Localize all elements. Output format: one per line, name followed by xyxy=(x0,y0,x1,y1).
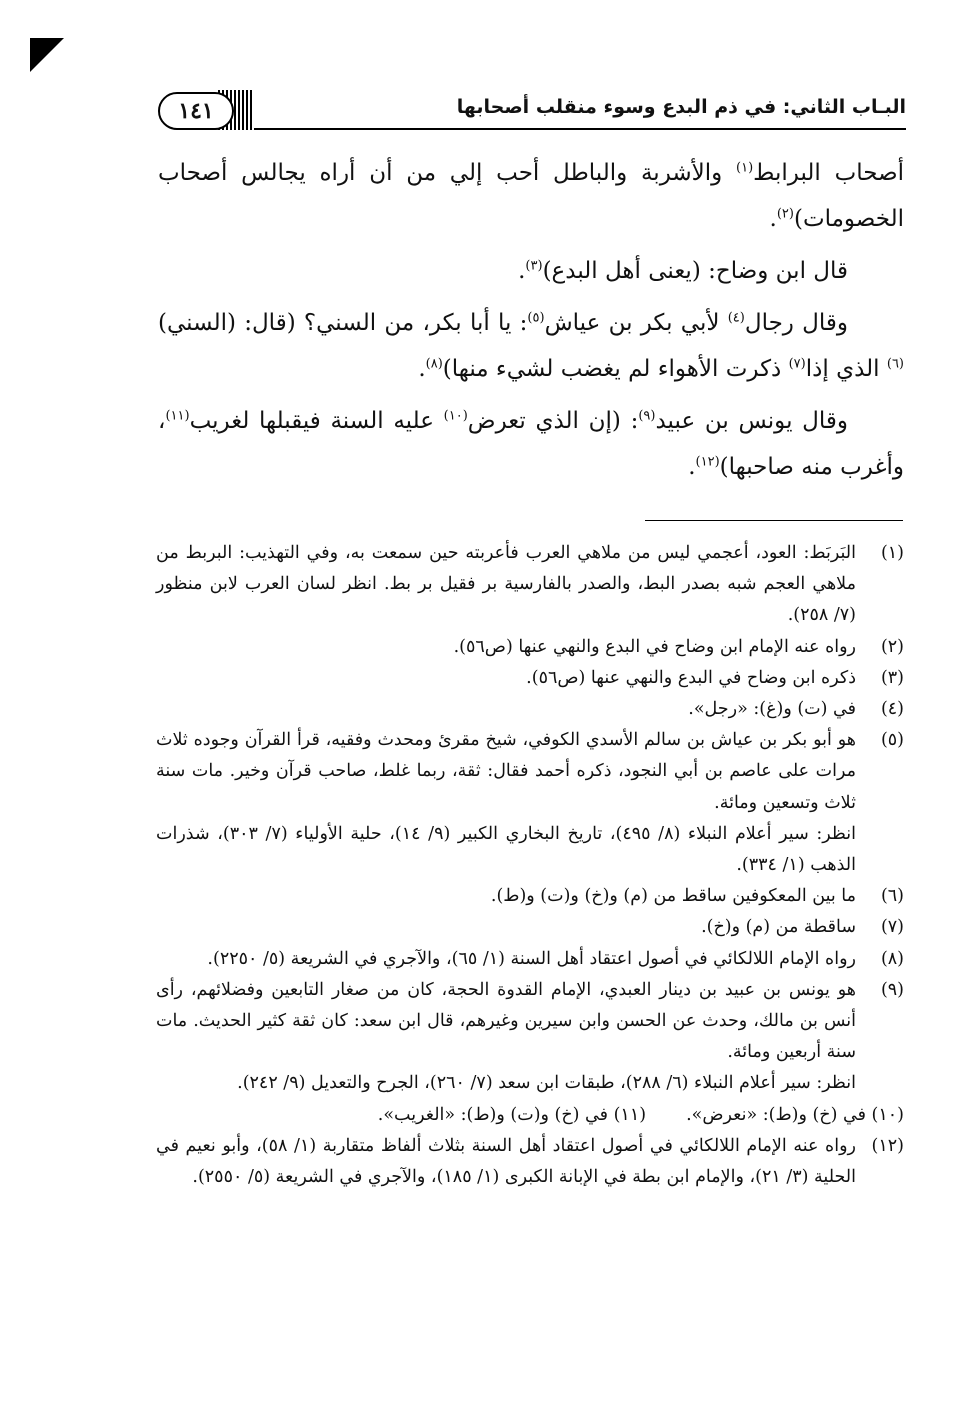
footnote-pair xyxy=(156,1100,904,1131)
text: لأبي بكر بن عياش xyxy=(544,310,728,336)
text: وقال رجال xyxy=(744,310,848,336)
footnote-3 xyxy=(156,663,904,694)
page-number: ١٤١ xyxy=(158,92,234,130)
footnote-9 xyxy=(156,975,904,1100)
text: : يا أبا بكر، من السني؟ (قال: (السني) xyxy=(158,310,528,336)
text: . xyxy=(769,206,777,232)
footnote-number: (١٢) xyxy=(871,1135,904,1156)
footnote-number: (٢) xyxy=(880,636,904,657)
footnote-text: ذكره ابن وضاح في البدع والنهي عنها (ص٥٦). xyxy=(526,667,856,688)
footnotes xyxy=(156,538,904,1193)
header-rule xyxy=(254,128,906,130)
chapter-title: البـاب الثاني: في ذم البدع وسوء منقلب أصحابها xyxy=(456,96,906,118)
text: قال ابن وضاح: (يعنى أهل البدع) xyxy=(542,258,848,284)
footnote-divider xyxy=(645,520,903,521)
paragraph-1 xyxy=(158,150,904,242)
footnote-ref: (٦) xyxy=(886,356,904,372)
footnote-body: هو يونس بن عبيد بن دينار العبدي، الإمام القدوة الحجة، كان من صغار التابعين وفضلائهم، رأى أنس بن مالك، وحدث عن الحسن وابن سيرين وغيرهم، قال ابن سعد: كان ثقة كثير الحديث. مات سنة أربعين ومائة. xyxy=(156,979,856,1063)
footnote-text: رواه الإمام اللالكائي في أصول اعتقاد أهل السنة (١/ ٦٥)، والآجري في الشريعة (٥/ ٢٢٥٠). xyxy=(207,948,856,969)
footnote-body: هو أبو بكر بن عياش بن سالم الأسدي الكوفي، شيخ مقرئ ومحدث وفقيه، قرأ القرآن وجوده ثلاث مرات على عاصم بن أبي النجود، ذكره أحمد فقال: ثقة، ربما غلط، صاحب قرآن وخير. مات سنة ثلاث وتسعين ومائة. xyxy=(156,730,856,813)
footnote-text: في (خ) و(ت) و(ط): «الغريب». xyxy=(377,1104,609,1125)
text: الذي إذا xyxy=(805,356,887,382)
footnote-ref: (٩) xyxy=(638,408,656,424)
text: عليه السنة فيقبلها لغريب xyxy=(189,408,444,434)
footnote-4 xyxy=(156,694,904,725)
footnote-5 xyxy=(156,725,904,881)
footnote-ref: (٣) xyxy=(525,258,543,274)
footnote-ref: (٥) xyxy=(527,310,545,326)
footnote-ref: (١٠) xyxy=(443,408,468,424)
footnote-number: (٧) xyxy=(880,917,904,938)
footnote-text xyxy=(156,975,856,1100)
text: . xyxy=(688,454,696,480)
text: . xyxy=(518,258,526,284)
footnote-ref: (٧) xyxy=(788,356,806,372)
footnote-ref: (٤) xyxy=(727,310,745,326)
footnote-12 xyxy=(156,1131,904,1193)
footnote-text: رواه عنه الإمام ابن وضاح في البدع والنهي عنها (ص٥٦). xyxy=(453,636,856,657)
footnote-text: رواه عنه الإمام اللالكائي في أصول اعتقاد أهل السنة بثلاث ألفاظ متقاربة (١/ ٥٨)، وأبو نعيم في الحلية (٣/ ٢١)، والإمام ابن بطة في الإبانة الكبرى (١/ ١٨٥)، والآجري في الشريعة (٥/ ٢٥٥٠). xyxy=(156,1135,856,1188)
footnote-6 xyxy=(156,881,904,912)
footnote-text xyxy=(156,725,856,881)
corner-mark xyxy=(30,38,64,72)
footnote-text: في (ت) و(غ): «رجل». xyxy=(688,699,856,720)
footnote-1 xyxy=(156,538,904,632)
text: ذكرت الأهواء لم يغضب لشيء منها) xyxy=(442,356,789,382)
footnote-number: (١) xyxy=(880,543,904,563)
footnote-text: ساقطة من (م) و(خ). xyxy=(701,917,856,938)
footnote-7 xyxy=(156,912,904,943)
text: ، وأغرب منه صاحبها) xyxy=(158,408,904,480)
footnote-ref: (١) xyxy=(736,160,754,176)
footnote-sources: انظر: سير أعلام النبلاء (٨/ ٤٩٥)، تاريخ البخاري الكبير (٩/ ١٤)، حلية الأولياء (٧/ ٣٠٣)، شذرات الذهب (١/ ٣٣٤). xyxy=(156,823,856,876)
footnote-10 xyxy=(686,1100,904,1131)
text: أصحاب البرابط xyxy=(753,160,904,186)
footnote-number: (٥) xyxy=(880,730,904,751)
footnote-number: (٤) xyxy=(880,699,904,720)
footnote-ref: (١١) xyxy=(165,408,190,424)
text: . xyxy=(418,356,426,382)
paragraph-3 xyxy=(158,300,904,392)
footnote-text: ما بين المعكوفين ساقط من (م) و(خ) و(ت) و(ط). xyxy=(490,886,856,907)
footnote-sources: انظر: سير أعلام النبلاء (٦/ ٢٨٨)، طبقات ابن سعد (٧/ ٢٦٠)، الجرح والتعديل (٩/ ٢٤٢). xyxy=(237,1073,856,1094)
text: وقال يونس بن عبيد xyxy=(655,408,848,434)
footnote-ref: (١٢) xyxy=(695,454,720,470)
footnote-number: (١١) xyxy=(613,1104,647,1125)
footnote-text: البَربَط: العود، أعجمي ليس من ملاهي العرب فأعربته حين سمعت به، وفي التهذيب: البربط من ملاهي العجم شبه بصدر البط، والصدر بالفارسية بر فقيل بر بط. انظر لسان العرب لابن منظور (٧/ ٢٥٨). xyxy=(156,543,856,626)
footnote-number: (٣) xyxy=(880,667,904,688)
main-text xyxy=(158,150,904,496)
text: والأشربة والباطل أحب إلي من أن أراه يجالس أصحاب الخصومات) xyxy=(158,160,904,232)
footnote-11 xyxy=(378,1100,646,1131)
page-header xyxy=(158,86,906,130)
footnote-ref: (٢) xyxy=(776,206,794,222)
footnote-number: (٨) xyxy=(880,948,904,969)
text: : (إن الذي تعرض xyxy=(467,408,639,434)
footnote-ref: (٨) xyxy=(425,356,443,372)
footnote-text: في (خ) و(ط): «نعرض». xyxy=(686,1104,866,1125)
footnote-number: (٩) xyxy=(880,979,904,1000)
footnote-number: (٦) xyxy=(880,886,904,907)
paragraph-2 xyxy=(158,248,904,294)
footnote-number: (١٠) xyxy=(871,1104,904,1125)
footnote-2 xyxy=(156,632,904,663)
footnote-8 xyxy=(156,944,904,975)
paragraph-4 xyxy=(158,398,904,490)
